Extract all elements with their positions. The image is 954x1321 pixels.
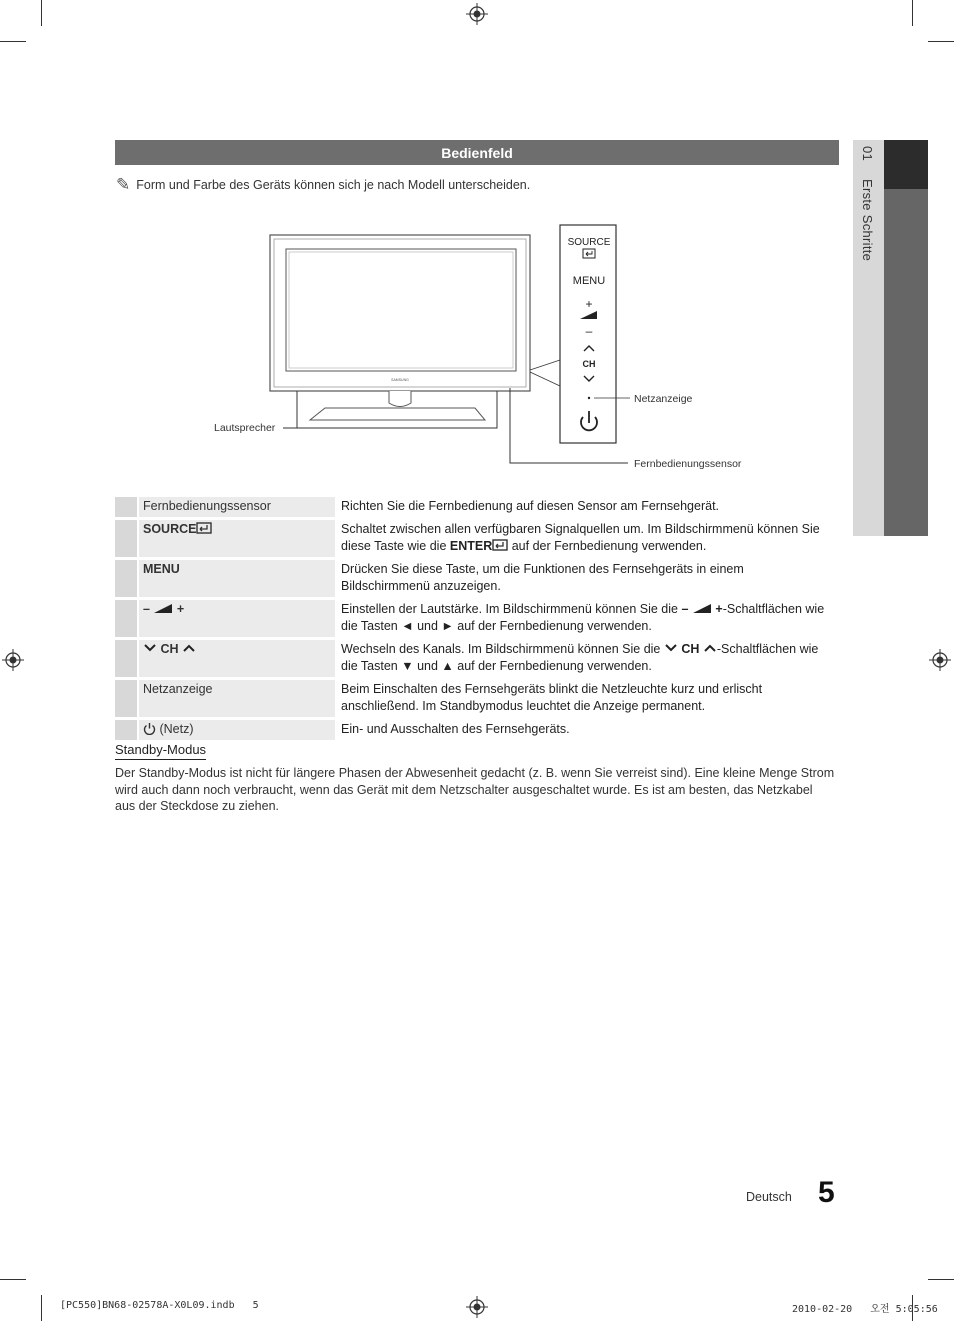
registration-mark-icon bbox=[466, 1296, 488, 1318]
crop-mark bbox=[912, 0, 913, 26]
chevron-up-icon bbox=[182, 643, 196, 653]
table-row bbox=[115, 560, 839, 597]
row-desc: Drücken Sie diese Taste, um die Funktionen des Fernsehgeräts in einem Bildschirmmenü anzuzeigen. bbox=[341, 562, 744, 593]
row-desc: Wechseln des Kanals. Im Bildschirmmenü können Sie die CH -Schaltflächen wie die Tasten ▼ und ▲ auf der Fernbedienung verwenden. bbox=[341, 642, 819, 673]
table-row bbox=[115, 680, 839, 717]
pencil-note-icon: ✎ bbox=[116, 175, 131, 194]
row-desc: Richten Sie die Fernbedienung auf diesen Sensor am Fernsehgerät. bbox=[341, 499, 720, 513]
row-desc: Beim Einschalten des Fernsehgeräts blinkt die Netzleuchte kurz und erlischt anschließend. Im Standbymodus leuchtet die Anzeige permanent. bbox=[341, 682, 763, 713]
row-name: CH bbox=[137, 640, 335, 677]
enter-icon bbox=[196, 522, 212, 534]
power-indicator-dot bbox=[588, 397, 590, 399]
model-note bbox=[116, 175, 530, 195]
callout-lautsprecher: Lautsprecher bbox=[214, 422, 276, 434]
crop-mark bbox=[41, 1295, 42, 1321]
zoom-leader bbox=[530, 372, 560, 386]
section-title: Bedienfeld bbox=[115, 140, 839, 165]
row-name: Netzanzeige bbox=[137, 680, 335, 717]
enter-icon bbox=[492, 539, 508, 551]
chevron-down-icon bbox=[664, 643, 678, 653]
volume-icon bbox=[692, 603, 712, 614]
panel-menu-label: MENU bbox=[572, 275, 606, 287]
print-slug-file: [PC550]BN68-02578A-X0L09.indb 5 bbox=[60, 1300, 259, 1311]
panel-ch-label: CH bbox=[582, 359, 596, 369]
chapter-title: Erste Schritte bbox=[860, 178, 875, 262]
callout-sensor: Fernbedienungssensor bbox=[634, 458, 742, 470]
tv-brand-logo: SAMSUNG bbox=[391, 378, 409, 382]
row-name: Fernbedienungssensor bbox=[137, 497, 335, 517]
zoom-leader bbox=[530, 360, 560, 370]
table-row bbox=[115, 497, 839, 517]
callout-netzanzeige: Netzanzeige bbox=[634, 393, 693, 405]
power-icon bbox=[143, 722, 156, 735]
chevron-down-icon bbox=[143, 643, 157, 653]
tv-screen bbox=[286, 249, 516, 371]
tv-stand-base bbox=[310, 408, 485, 420]
crop-mark bbox=[928, 1279, 954, 1280]
control-table bbox=[115, 494, 839, 743]
print-slug-date: 2010-02-20 오전 5:05:56 bbox=[792, 1304, 938, 1315]
panel-source-label: SOURCE bbox=[567, 237, 611, 248]
row-desc: Einstellen der Lautstärke. Im Bildschirmmenü können Sie die – +-Schaltflächen wie die Tasten ◄ und ► auf der Fernbedienung verwenden. bbox=[341, 602, 825, 633]
standby-text: Der Standby-Modus ist nicht für längere Phasen der Abwesenheit gedacht (z. B. wenn Sie verreist sind). Eine kleine Menge Strom wird auch dann noch verbraucht, wenn das Gerät mit dem Netzschalter ausgeschaltet wurde. Es ist am besten, das Netzkabel aus der Steckdose zu ziehen. bbox=[115, 766, 835, 813]
panel-volume-minus: – bbox=[585, 324, 593, 338]
chapter-tab-dark bbox=[884, 140, 928, 536]
table-row bbox=[115, 600, 839, 637]
row-name: (Netz) bbox=[137, 720, 335, 740]
panel-volume-plus: + bbox=[585, 297, 593, 311]
chevron-up-icon bbox=[703, 643, 717, 653]
chapter-label bbox=[860, 146, 875, 261]
row-name: SOURCE bbox=[137, 520, 335, 557]
tv-control-panel-diagram bbox=[200, 220, 760, 480]
chapter-tab-marker bbox=[884, 140, 928, 189]
crop-mark bbox=[0, 41, 26, 42]
registration-mark-icon bbox=[929, 649, 951, 671]
crop-mark bbox=[928, 41, 954, 42]
row-desc: Schaltet zwischen allen verfügbaren Signalquellen um. Im Bildschirmmenü können Sie diese Taste wie die ENTER auf der Fernbedienung verwenden. bbox=[341, 522, 820, 553]
row-name: MENU bbox=[137, 560, 335, 597]
row-desc: Ein- und Ausschalten des Fernsehgeräts. bbox=[341, 722, 570, 736]
standby-heading: Standby-Modus bbox=[115, 742, 206, 760]
crop-mark bbox=[0, 1279, 26, 1280]
chapter-number: 01 bbox=[860, 146, 875, 162]
note-text: Form und Farbe des Geräts können sich je nach Modell unterscheiden. bbox=[136, 178, 531, 192]
table-row bbox=[115, 640, 839, 677]
registration-mark-icon bbox=[466, 3, 488, 25]
registration-mark-icon bbox=[2, 649, 24, 671]
footer-language: Deutsch bbox=[746, 1190, 792, 1204]
tv-stand-neck bbox=[389, 391, 411, 407]
page-number: 5 bbox=[818, 1176, 835, 1209]
table-row bbox=[115, 720, 839, 740]
crop-mark bbox=[41, 0, 42, 26]
table-row bbox=[115, 520, 839, 557]
row-name: – + bbox=[137, 600, 335, 637]
volume-icon bbox=[153, 603, 173, 614]
